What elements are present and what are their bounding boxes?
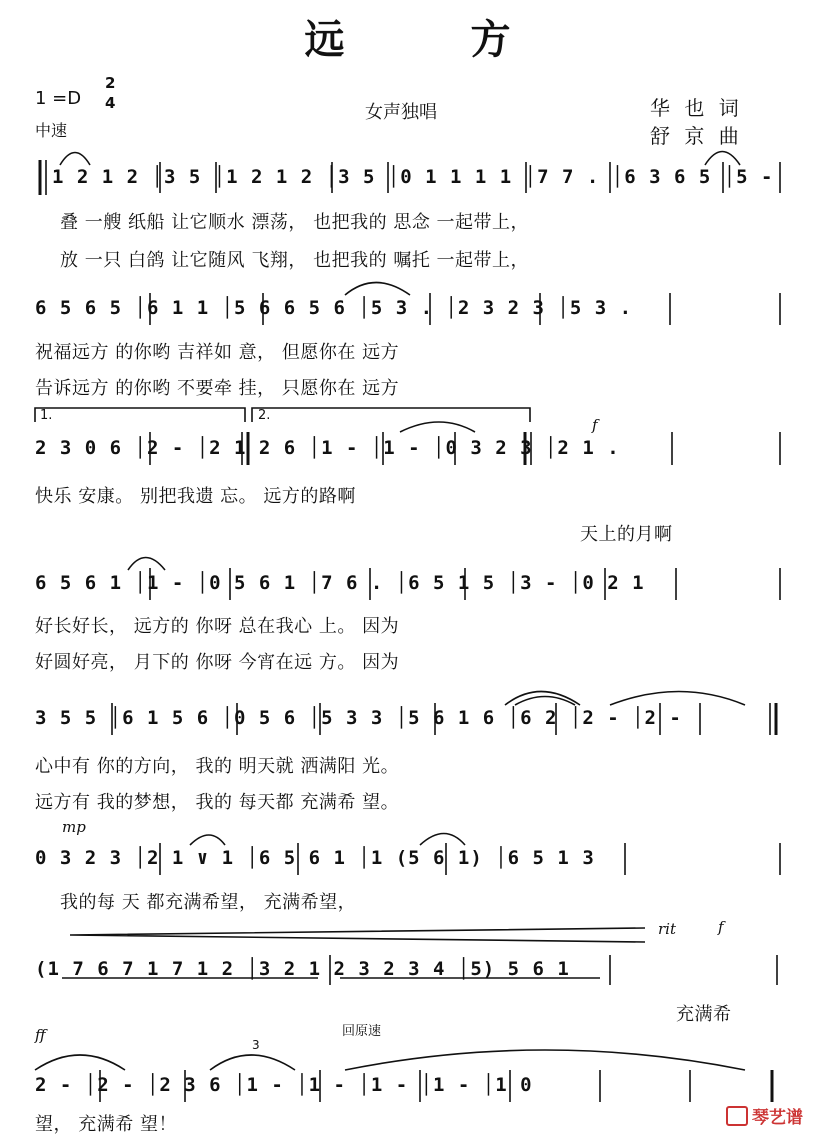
music-row-8: 2 - │2 - │2 3 6 │1 - │1 - │1 - │1 - │1 0 <box>35 1074 533 1096</box>
performance-type: 女声独唱 <box>365 102 437 123</box>
composer: 舒 京 曲 <box>650 124 743 148</box>
key-signature: 1 =D <box>35 88 82 109</box>
lyric-row-6: 我的每 天 都充满希望， 充满希望， <box>60 892 357 913</box>
music-row-1: 1 2 1 2 │3 5 │1 2 1 2 │3 5 │0 1 1 1 1 │7 7 . │6 3 6 5 │5 - <box>52 166 774 188</box>
music-row-5: 3 5 5 │6 1 5 6 │0 5 6 │5 3 3 │5 6 1 6 │6 2 │2 - │2 - <box>35 707 682 729</box>
page-title: 远 方 <box>304 17 567 63</box>
dynamic-forte-2: f <box>718 918 724 936</box>
music-row-6: 0 3 2 3 │2 1 ∨ 1 │6 5 6 1 │1 (5 6 1) │6 5 1 3 <box>35 847 595 869</box>
watermark-text: 琴艺谱 <box>752 1108 803 1128</box>
triplet-mark: 3 <box>252 1038 260 1052</box>
dynamic-fortissimo: ff <box>35 1026 46 1044</box>
music-row-3: 2 3 0 6 │2 - │2 1 2 6 │1 - │1 - │0 3 2 3 │2 1 . <box>35 437 620 459</box>
lyric-row-8: 望， 充满希 望！ <box>35 1114 177 1135</box>
second-ending-label: 2. <box>258 408 271 423</box>
dynamic-mezzo-piano: mp <box>62 818 86 836</box>
lyric-row-3-verse-1: 快乐 安康。 别把我遗 忘。 远方的路啊 <box>35 486 356 507</box>
lyric-row-4-verse-1: 好长好长， 远方的 你呀 总在我心 上。 因为 <box>35 616 400 637</box>
music-row-4: 6 5 6 1 │1 - │0 5 6 1 │7 6 . │6 5 1 5 │3 - │0 2 1 <box>35 572 645 594</box>
a-tempo-marking: 回原速 <box>342 1024 382 1039</box>
lyric-row-1-verse-2: 放 一只 白鸽 让它随风 飞翔， 也把我的 嘱托 一起带上， <box>60 250 530 271</box>
lyric-row-2-verse-2: 告诉远方 的你哟 不要牵 挂， 只愿你在 远方 <box>35 378 400 399</box>
lyricist: 华 也 词 <box>650 96 743 120</box>
lyric-row-4-verse-2: 好圆好亮， 月下的 你呀 今宵在远 方。 因为 <box>35 652 400 673</box>
first-ending-label: 1. <box>40 408 53 423</box>
lyric-row-7: 充满希 <box>676 1004 732 1025</box>
lyric-row-5-verse-1: 心中有 你的方向， 我的 明天就 洒满阳 光。 <box>35 756 400 777</box>
site-watermark <box>726 1103 803 1128</box>
music-row-7: (1 7 6 7 1 7 1 2 │3 2 1 2 3 2 3 4 │5) 5 6 1 <box>35 958 570 980</box>
tempo-marking: 中速 <box>35 121 68 140</box>
dynamic-forte: f <box>592 416 598 434</box>
lyric-row-5-verse-2: 远方有 我的梦想， 我的 每天都 充满希 望。 <box>35 792 400 813</box>
lyric-row-1-verse-1: 叠 一艘 纸船 让它顺水 漂荡， 也把我的 思念 一起带上， <box>60 212 530 233</box>
lyric-row-2-verse-1: 祝福远方 的你哟 吉祥如 意， 但愿你在 远方 <box>35 342 400 363</box>
watermark-logo-icon <box>726 1106 748 1126</box>
music-row-2: 6 5 6 5 │6 1 1 │5 6 6 5 6 │5 3 . │2 3 2 3 │5 3 . <box>35 297 633 319</box>
lyric-row-3-verse-2: 天上的月啊 <box>580 524 673 545</box>
ritardando-marking: rit <box>658 920 676 938</box>
time-signature-denominator: 4 <box>105 94 116 112</box>
time-signature-numerator: 2 <box>105 74 116 92</box>
